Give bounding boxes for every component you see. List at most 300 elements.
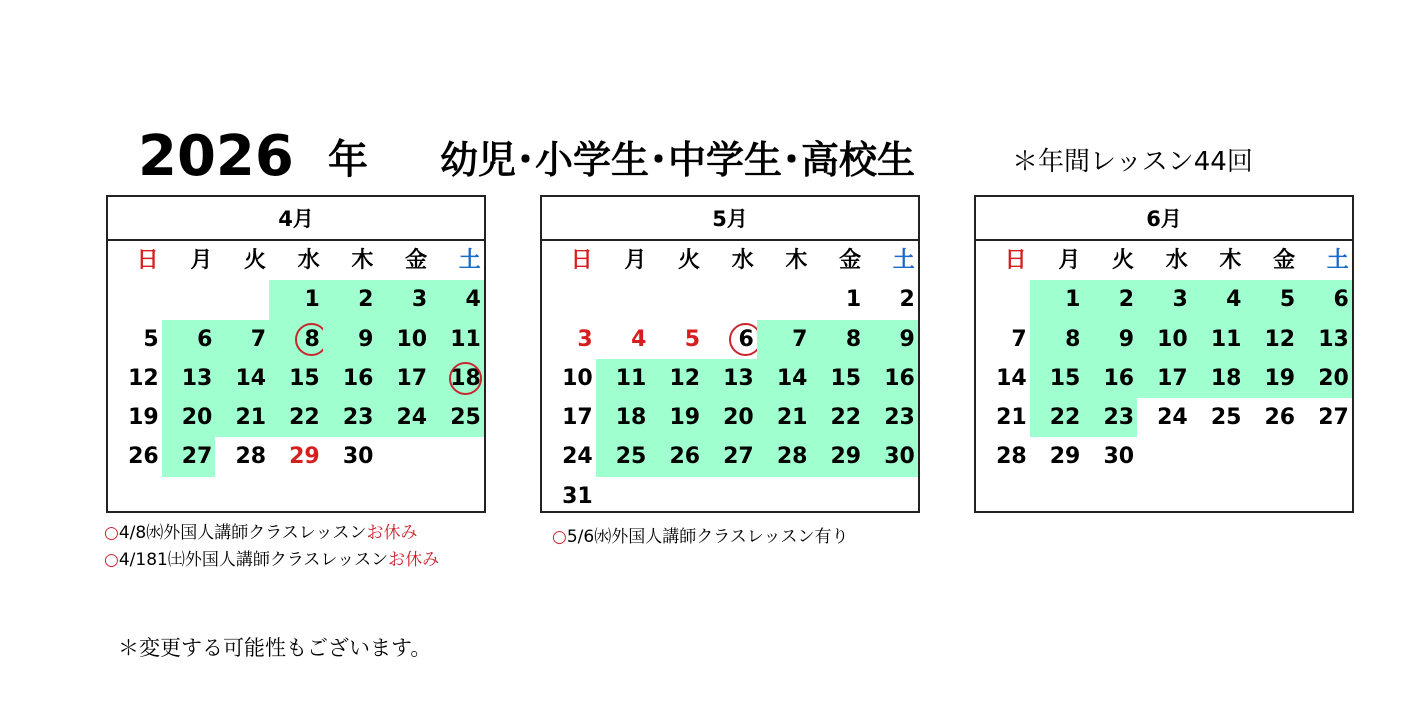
calendar-may (540, 195, 920, 513)
empty-cell (215, 280, 269, 319)
day-cell (757, 320, 811, 359)
empty-cell (430, 477, 484, 516)
month-header: 4月 (108, 197, 484, 241)
title-nen: 年 (328, 137, 368, 183)
day-number: 10 (562, 365, 593, 391)
day-number: 17 (1157, 365, 1188, 391)
day-cell (1137, 280, 1191, 319)
day-cell (376, 359, 430, 398)
weekday-cell (1137, 241, 1191, 280)
circle-mark-icon: ○ (552, 527, 567, 547)
day-cell (1083, 398, 1137, 437)
note-red-text: お休み (366, 523, 418, 543)
day-cell (108, 398, 162, 437)
day-number: 25 (450, 405, 481, 431)
day-cell (108, 437, 162, 476)
day-cell (864, 320, 918, 359)
weekday-label: 月 (190, 248, 213, 273)
day-cell (1244, 280, 1298, 319)
day-cell (1083, 359, 1137, 398)
day-cell (864, 359, 918, 398)
day-number: 28 (776, 444, 808, 470)
day-cell (864, 437, 918, 476)
day-cell (323, 320, 377, 359)
weekday-cell (323, 241, 377, 280)
empty-cell (162, 280, 216, 319)
day-number: 17 (562, 405, 593, 431)
day-cell (542, 477, 596, 516)
day-cell (323, 437, 377, 476)
calendar-june (974, 195, 1354, 513)
day-cell (323, 280, 377, 319)
day-number: 21 (776, 405, 808, 431)
day-number: 9 (358, 326, 374, 352)
empty-cell (542, 280, 596, 319)
day-number: 17 (396, 365, 428, 391)
day-number: 2 (1118, 287, 1135, 313)
note-text: 4/181㈯外国人講師クラスレッスン (118, 550, 389, 570)
day-number: 3 (1172, 287, 1188, 313)
day-cell (108, 359, 162, 398)
day-cell (1030, 359, 1084, 398)
day-cell (215, 359, 269, 398)
day-number: 21 (996, 405, 1027, 431)
day-number: 23 (884, 405, 915, 431)
note-text: 4/8㈬外国人講師クラスレッスン (118, 523, 367, 543)
day-number: 1 (304, 287, 320, 313)
day-number: 2 (358, 287, 374, 313)
day-cell (864, 398, 918, 437)
empty-cell (108, 280, 162, 319)
week-row (542, 477, 918, 516)
day-cell (1191, 398, 1245, 437)
day-number: 9 (1118, 326, 1135, 352)
weekday-cell (1244, 241, 1298, 280)
empty-cell (596, 477, 650, 516)
empty-cell (703, 477, 757, 516)
week-row (542, 398, 918, 437)
day-number: 30 (884, 444, 915, 470)
weekday-cell (1191, 241, 1245, 280)
week-row (976, 359, 1352, 398)
day-cell (162, 359, 216, 398)
week-row (108, 477, 484, 516)
day-cell (430, 359, 484, 398)
weekday-label: 火 (244, 248, 267, 273)
week-row (108, 359, 484, 398)
page-title: 幼児･小学生･中学生･高校生 (440, 138, 916, 182)
week-row (108, 280, 484, 319)
note-april-1 (104, 521, 418, 545)
weekday-label: 月 (1058, 248, 1081, 273)
weekday-cell (810, 241, 864, 280)
day-cell (864, 280, 918, 319)
weekday-cell (376, 241, 430, 280)
day-number: 22 (289, 405, 320, 431)
day-number: 8 (845, 326, 862, 352)
weekday-label: 月 (624, 248, 647, 273)
day-number: 12 (669, 365, 701, 391)
note-text: 5/6㈬外国人講師クラスレッスン有り (566, 527, 849, 547)
weekday-cell (649, 241, 703, 280)
weekday-label: 日 (1004, 248, 1027, 273)
weekday-cell (269, 241, 323, 280)
empty-cell (323, 477, 377, 516)
weekday-cell (757, 241, 811, 280)
day-number: 23 (1103, 405, 1135, 431)
day-cell (810, 437, 864, 476)
weekday-label: 土 (458, 248, 481, 273)
day-cell (1030, 320, 1084, 359)
day-number: 2 (899, 287, 915, 313)
day-cell (1298, 280, 1352, 319)
day-cell (162, 437, 216, 476)
circle-mark-icon: ○ (104, 550, 119, 570)
day-cell (1083, 280, 1137, 319)
day-number: 13 (723, 365, 754, 391)
day-number: 14 (776, 365, 808, 391)
weekday-cell (1298, 241, 1352, 280)
empty-cell (430, 437, 484, 476)
day-cell (976, 320, 1030, 359)
empty-cell (215, 477, 269, 516)
empty-cell (649, 477, 703, 516)
footer-note: ＊変更する可能性もございます。 (118, 636, 432, 660)
day-cell (810, 280, 864, 319)
empty-cell (976, 280, 1030, 319)
day-cell (269, 398, 323, 437)
day-cell (269, 320, 323, 359)
weekday-cell (864, 241, 918, 280)
day-cell (596, 320, 650, 359)
day-cell (1191, 320, 1245, 359)
day-number: 24 (396, 405, 428, 431)
day-cell (1137, 398, 1191, 437)
weekday-label: 木 (1219, 248, 1242, 273)
empty-cell (376, 437, 430, 476)
day-cell (649, 398, 703, 437)
empty-cell (757, 477, 811, 516)
weekday-row (108, 241, 484, 280)
day-cell (376, 398, 430, 437)
day-number: 24 (1157, 405, 1188, 431)
day-cell (757, 437, 811, 476)
day-number: 4 (465, 287, 481, 313)
day-cell (269, 437, 323, 476)
calendar-april (106, 195, 486, 513)
weekday-row (542, 241, 918, 280)
day-number: 20 (1318, 365, 1349, 391)
empty-cell (269, 477, 323, 516)
day-number: 26 (1264, 405, 1296, 431)
day-number: 25 (615, 444, 647, 470)
day-number: 15 (289, 365, 320, 391)
day-cell (649, 320, 703, 359)
day-number: 15 (830, 365, 862, 391)
calendar-grid (542, 241, 918, 516)
weekday-label: 水 (297, 248, 320, 273)
weekday-label: 日 (570, 248, 593, 273)
day-number: 6 (1333, 287, 1349, 313)
empty-cell (1137, 477, 1191, 516)
weekday-label: 火 (678, 248, 701, 273)
day-cell (703, 320, 757, 359)
empty-cell (1137, 437, 1191, 476)
day-number: 21 (235, 405, 267, 431)
day-number: 24 (562, 444, 593, 470)
day-number: 10 (1157, 326, 1188, 352)
day-cell (542, 437, 596, 476)
day-cell (1244, 320, 1298, 359)
day-number: 28 (996, 444, 1027, 470)
empty-cell (757, 280, 811, 319)
day-cell (215, 320, 269, 359)
day-number: 6 (738, 320, 753, 360)
empty-cell (1191, 477, 1245, 516)
weekday-label: 火 (1112, 248, 1135, 273)
day-cell (757, 359, 811, 398)
day-number: 7 (250, 326, 267, 352)
week-row (542, 280, 918, 319)
day-number: 5 (143, 326, 159, 352)
day-cell (976, 359, 1030, 398)
day-number: 9 (899, 326, 915, 352)
note-red-text: お休み (388, 550, 440, 570)
empty-cell (596, 280, 650, 319)
day-number: 25 (1210, 405, 1242, 431)
note-may-1 (552, 525, 849, 549)
day-number: 7 (792, 326, 808, 352)
calendar-grid (108, 241, 484, 516)
day-cell (376, 280, 430, 319)
day-number: 29 (1049, 444, 1081, 470)
empty-cell (108, 477, 162, 516)
day-cell (1030, 280, 1084, 319)
weekday-cell (596, 241, 650, 280)
day-number: 1 (845, 287, 862, 313)
day-cell (269, 280, 323, 319)
empty-cell (976, 477, 1030, 516)
day-number: 18 (1210, 365, 1242, 391)
day-cell (703, 437, 757, 476)
day-number: 18 (450, 359, 481, 399)
month-header: 5月 (542, 197, 918, 241)
day-number: 11 (615, 365, 647, 391)
day-number: 19 (1264, 365, 1296, 391)
empty-cell (376, 477, 430, 516)
empty-cell (1244, 437, 1298, 476)
weekday-cell (108, 241, 162, 280)
week-row (542, 320, 918, 359)
note-april-2 (104, 548, 439, 572)
day-cell (649, 437, 703, 476)
weekday-cell (1030, 241, 1084, 280)
weekday-cell (703, 241, 757, 280)
day-number: 8 (1065, 326, 1081, 352)
week-row (108, 320, 484, 359)
week-row (976, 320, 1352, 359)
day-number: 5 (684, 326, 701, 352)
day-number: 27 (1318, 405, 1349, 431)
weekday-label: 日 (136, 248, 159, 273)
day-cell (430, 280, 484, 319)
day-cell (1030, 398, 1084, 437)
day-number: 4 (1226, 287, 1242, 313)
day-number: 29 (289, 444, 320, 470)
weekday-label: 土 (892, 248, 915, 273)
day-number: 19 (128, 405, 159, 431)
day-cell (596, 398, 650, 437)
day-number: 5 (1279, 287, 1296, 313)
weekday-label: 水 (731, 248, 754, 273)
weekday-label: 木 (351, 248, 374, 273)
day-number: 16 (342, 365, 374, 391)
day-number: 12 (1264, 326, 1296, 352)
week-row (976, 280, 1352, 319)
title-year: 2026 (138, 124, 294, 189)
day-cell (1083, 320, 1137, 359)
empty-cell (810, 477, 864, 516)
week-row (976, 398, 1352, 437)
day-number: 7 (1011, 326, 1027, 352)
weekday-label: 金 (1273, 248, 1296, 273)
day-number: 27 (181, 444, 213, 470)
empty-cell (162, 477, 216, 516)
day-cell (1083, 437, 1137, 476)
week-row (108, 437, 484, 476)
weekday-label: 土 (1326, 248, 1349, 273)
empty-cell (1298, 437, 1352, 476)
day-number: 28 (235, 444, 267, 470)
day-number: 14 (996, 365, 1027, 391)
lesson-count-note: ＊年間レッスン44回 (1012, 147, 1253, 177)
weekday-cell (162, 241, 216, 280)
day-number: 16 (1103, 365, 1135, 391)
day-cell (1030, 437, 1084, 476)
day-cell (596, 359, 650, 398)
day-number: 6 (197, 326, 213, 352)
weekday-cell (430, 241, 484, 280)
day-number: 11 (450, 326, 481, 352)
day-cell (1244, 398, 1298, 437)
empty-cell (703, 280, 757, 319)
week-row (976, 437, 1352, 476)
day-cell (596, 437, 650, 476)
day-cell (162, 320, 216, 359)
weekday-row (976, 241, 1352, 280)
day-number: 3 (411, 287, 428, 313)
day-cell (1298, 320, 1352, 359)
day-number: 26 (128, 444, 159, 470)
month-header: 6月 (976, 197, 1352, 241)
day-cell (108, 320, 162, 359)
day-cell (430, 398, 484, 437)
day-cell (323, 398, 377, 437)
day-number: 19 (669, 405, 701, 431)
day-number: 31 (562, 483, 593, 509)
day-cell (542, 359, 596, 398)
day-cell (162, 398, 216, 437)
day-cell (215, 398, 269, 437)
day-number: 10 (396, 326, 428, 352)
weekday-cell (215, 241, 269, 280)
day-cell (269, 359, 323, 398)
day-number: 20 (181, 405, 213, 431)
day-cell (1137, 359, 1191, 398)
day-number: 13 (1318, 326, 1349, 352)
weekday-cell (1083, 241, 1137, 280)
day-number: 22 (1049, 405, 1081, 431)
day-number: 23 (342, 405, 374, 431)
day-cell (430, 320, 484, 359)
week-row (542, 359, 918, 398)
day-cell (376, 320, 430, 359)
day-cell (215, 437, 269, 476)
weekday-cell (976, 241, 1030, 280)
empty-cell (864, 477, 918, 516)
circle-mark-icon: ○ (104, 523, 119, 543)
day-cell (810, 398, 864, 437)
weekday-label: 木 (785, 248, 808, 273)
weekday-cell (542, 241, 596, 280)
calendar-grid (976, 241, 1352, 516)
weekday-label: 金 (839, 248, 862, 273)
day-number: 29 (830, 444, 862, 470)
day-number: 14 (235, 365, 267, 391)
empty-cell (1244, 477, 1298, 516)
day-cell (1191, 359, 1245, 398)
day-cell (703, 359, 757, 398)
day-number: 27 (723, 444, 754, 470)
day-cell (810, 359, 864, 398)
day-cell (1298, 359, 1352, 398)
day-number: 18 (615, 405, 647, 431)
day-number: 15 (1049, 365, 1081, 391)
empty-cell (1298, 477, 1352, 516)
day-number: 1 (1065, 287, 1081, 313)
day-number: 4 (631, 326, 647, 352)
empty-cell (1191, 437, 1245, 476)
day-number: 20 (723, 405, 754, 431)
day-cell (542, 320, 596, 359)
day-number: 26 (669, 444, 701, 470)
day-cell (757, 398, 811, 437)
day-number: 12 (128, 365, 159, 391)
day-cell (649, 359, 703, 398)
day-number: 30 (342, 444, 374, 470)
week-row (976, 477, 1352, 516)
empty-cell (1030, 477, 1084, 516)
day-cell (976, 398, 1030, 437)
day-cell (703, 398, 757, 437)
day-cell (1191, 280, 1245, 319)
day-number: 11 (1210, 326, 1242, 352)
day-cell (542, 398, 596, 437)
day-cell (976, 437, 1030, 476)
day-cell (810, 320, 864, 359)
weekday-label: 水 (1165, 248, 1188, 273)
day-number: 8 (304, 320, 319, 360)
week-row (108, 398, 484, 437)
day-number: 16 (884, 365, 915, 391)
day-cell (1298, 398, 1352, 437)
day-cell (1244, 359, 1298, 398)
day-number: 30 (1103, 444, 1135, 470)
day-number: 13 (181, 365, 213, 391)
empty-cell (649, 280, 703, 319)
day-cell (323, 359, 377, 398)
day-number: 3 (577, 326, 593, 352)
